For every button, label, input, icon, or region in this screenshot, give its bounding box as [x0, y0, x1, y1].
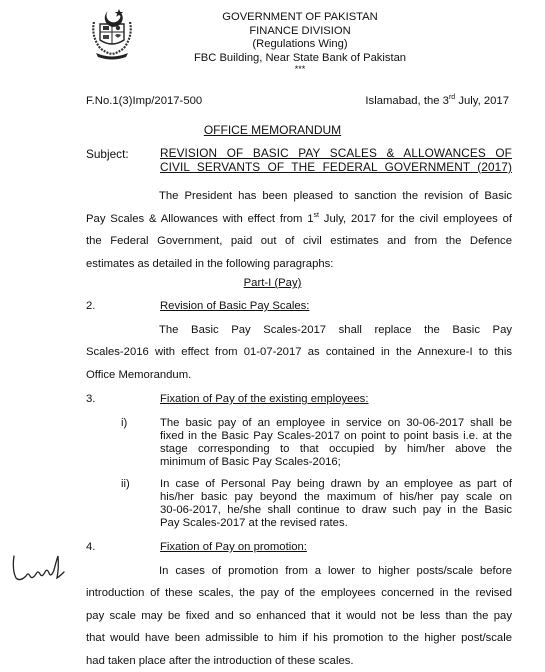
item-i-line-2: fixed in the Basic Pay Scales-2017 on point to point basis i.e. at the	[160, 429, 512, 442]
item-i-label: i)	[121, 417, 128, 429]
section-2-body	[86, 319, 512, 386]
item-ii-text	[160, 478, 512, 530]
intro-line-2a: Pay Scales & Allowances with effect from 1	[86, 212, 314, 225]
item-i-line-1: The basic pay of an employee in service on 30-06-2017 shall be	[160, 417, 512, 429]
item-ii-line-3: 30-06-2017, he/she shall continue to draw such pay in the Basic	[160, 503, 512, 516]
subject-text	[160, 146, 512, 174]
subject-line-1: REVISION OF BASIC PAY SCALES & ALLOWANCES OF	[160, 146, 512, 160]
section-4-line-5: had taken place after the introduction of these scales.	[86, 654, 354, 667]
letterhead-stars: ***	[294, 64, 306, 75]
letterhead-government: GOVERNMENT OF PAKISTAN	[222, 11, 378, 23]
place-date-ordinal: rd	[448, 94, 456, 102]
intro-line-2	[86, 208, 512, 231]
section-4-line-4: that would have been admissible to him if his promotion to the higher post/scale	[86, 632, 512, 645]
intro-paragraph	[86, 185, 512, 275]
file-number: F.No.1(3)Imp/2017-500	[86, 95, 203, 107]
intro-line-4: estimates as detailed in the following paragraphs:	[86, 257, 334, 270]
intro-line-2b: July, 2017 for the civil employees of	[318, 212, 512, 225]
item-i-text	[160, 417, 512, 469]
letterhead-division: FINANCE DIVISION	[249, 24, 351, 37]
item-ii-line-4: Pay Scales-2017 at the revised rates.	[160, 516, 348, 529]
section-3-number: 3.	[86, 393, 96, 405]
pakistan-state-emblem-icon	[88, 6, 136, 60]
item-ii-line-2: his/her basic pay beyond the maximum of his/her pay scale on	[160, 490, 512, 503]
memorandum-title-text: OFFICE MEMORANDUM	[203, 123, 342, 137]
section-4-heading: Fixation of Pay on promotion:	[160, 541, 307, 553]
item-i-line-4: minimum of Basic Pay Scales-2016;	[160, 455, 341, 468]
section-2-heading: Revision of Basic Pay Scales:	[160, 300, 310, 312]
memorandum-title	[0, 123, 545, 137]
intro-line-1: The President has been pleased to sanction the revision of Basic	[159, 190, 512, 202]
section-2-line-3: Office Memorandum.	[86, 368, 192, 381]
section-2-line-1: The Basic Pay Scales-2017 shall replace the Basic Pay	[159, 324, 512, 336]
section-3-heading: Fixation of Pay of the existing employees:	[160, 393, 369, 405]
section-2-line-2: Scales-2016 with effect from 01-07-2017 as contained in the Annexure-I to this	[86, 346, 512, 359]
handwritten-initials-icon	[8, 548, 68, 588]
part-heading-text: Part-I (Pay)	[243, 277, 302, 289]
section-4-body	[86, 560, 512, 672]
place-date-suffix: July, 2017	[455, 95, 509, 107]
letterhead	[150, 11, 450, 74]
subject-line-2: CIVIL SERVANTS OF THE FEDERAL GOVERNMENT (2017)	[160, 160, 512, 174]
place-date	[365, 95, 509, 107]
section-4-line-2: introduction of these scales, the pay of the employees concerned in the revised	[86, 587, 512, 600]
intro-line-2-ordinal: st	[313, 211, 319, 219]
letterhead-address: FBC Building, Near State Bank of Pakistan	[193, 51, 407, 64]
section-2-number: 2.	[86, 300, 96, 312]
subject-label: Subject:	[86, 147, 129, 161]
item-ii-label: ii)	[121, 478, 130, 490]
section-4-line-3: pay scale may be fixed and so enhanced that it would not be less than the pay	[86, 609, 512, 622]
part-heading	[0, 277, 545, 289]
section-4-number: 4.	[86, 541, 96, 553]
place-date-prefix: Islamabad, the 3	[365, 95, 449, 107]
section-4-line-1: In cases of promotion from a lower to higher posts/scale before	[159, 565, 512, 577]
item-i-line-3: stage corresponding to that occupied by him/her above the	[160, 442, 512, 455]
item-ii-line-1: In case of Personal Pay being drawn by an employee as part of	[160, 478, 512, 490]
letterhead-wing: (Regulations Wing)	[252, 38, 348, 51]
intro-line-3: the Federal Government, paid out of civil estimates and from the Defence	[86, 235, 512, 248]
